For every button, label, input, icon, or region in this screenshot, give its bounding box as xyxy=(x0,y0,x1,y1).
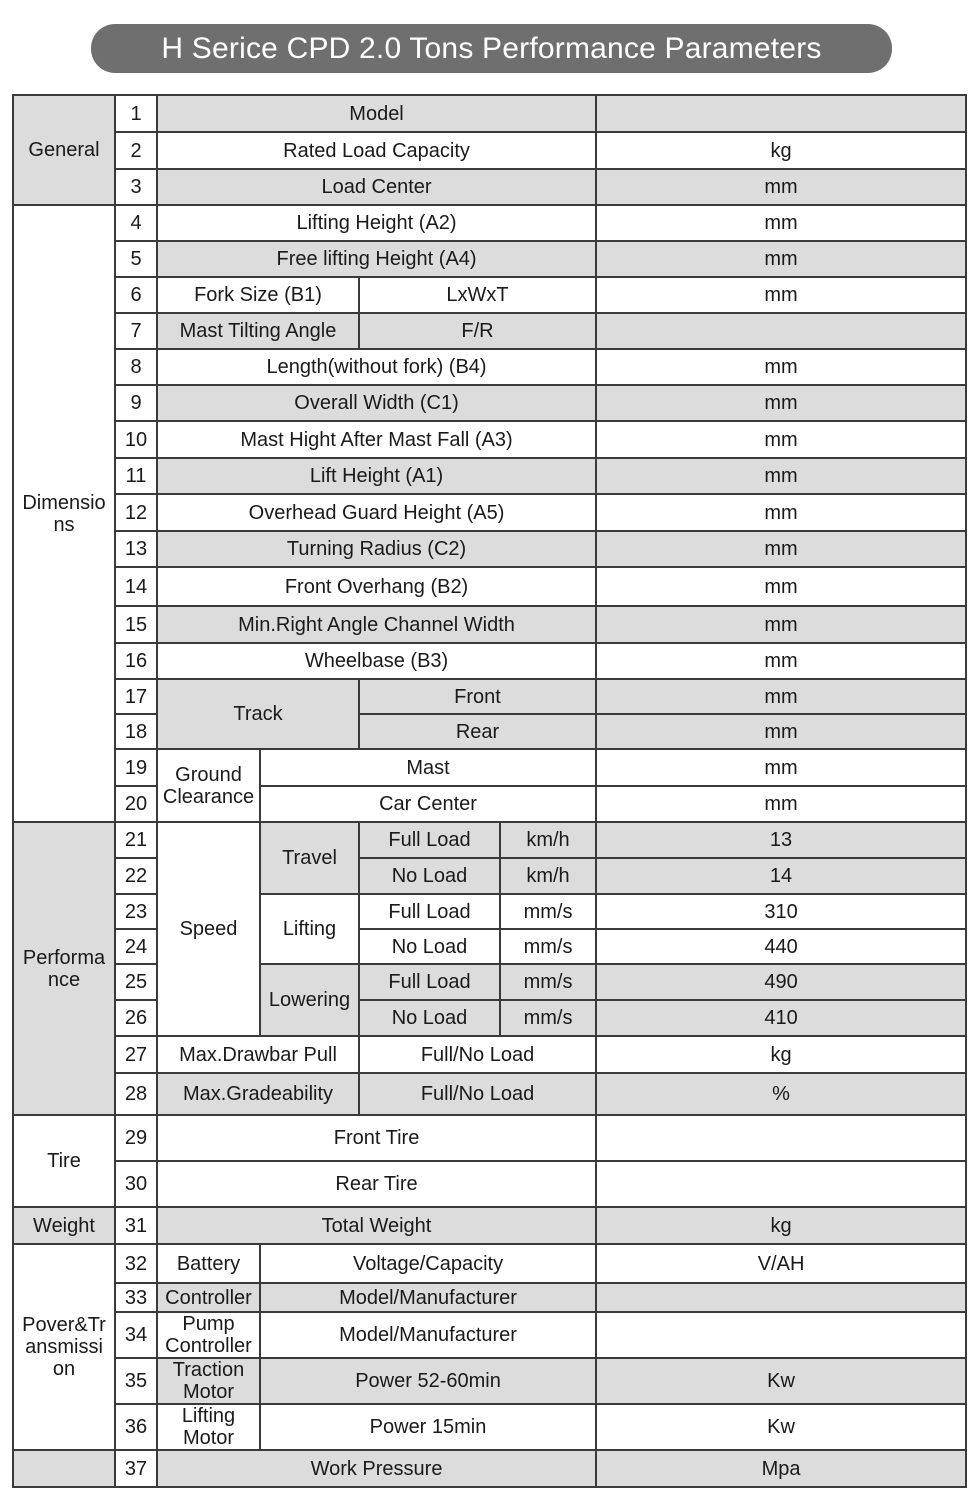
item-label: Lifting Height (A2) xyxy=(157,205,596,241)
item-label: Rear Tire xyxy=(157,1161,596,1207)
table-row xyxy=(13,132,966,169)
table-row xyxy=(13,894,966,929)
row-number: 4 xyxy=(115,205,157,241)
unit-cell: mm/s xyxy=(500,929,596,964)
item-label: Mast Tilting Angle xyxy=(157,313,359,349)
row-number: 22 xyxy=(115,858,157,894)
row-number: 29 xyxy=(115,1115,157,1161)
table-row xyxy=(13,679,966,714)
table-row xyxy=(13,1036,966,1073)
category-power: Pover&Tr ansmissi on xyxy=(13,1244,115,1450)
table-row xyxy=(13,241,966,277)
row-number: 27 xyxy=(115,1036,157,1073)
row-number: 28 xyxy=(115,1073,157,1115)
value-cell: 440 xyxy=(596,929,966,964)
item-label: Work Pressure xyxy=(157,1450,596,1487)
unit-cell: mm xyxy=(596,169,966,205)
unit-cell xyxy=(596,1283,966,1312)
item-label: Lifting Motor xyxy=(157,1404,260,1450)
sub-label: Full Load xyxy=(359,822,500,858)
table-row xyxy=(13,1404,966,1450)
table-row xyxy=(13,169,966,205)
unit-cell: mm/s xyxy=(500,964,596,1000)
item-label: Total Weight xyxy=(157,1207,596,1244)
item-label: Overall Width (C1) xyxy=(157,385,596,421)
unit-cell xyxy=(596,1115,966,1161)
unit-cell: mm xyxy=(596,643,966,679)
sub-label: Model/Manufacturer xyxy=(260,1312,596,1358)
table-row xyxy=(13,1283,966,1312)
value-cell: 410 xyxy=(596,1000,966,1036)
table-row xyxy=(13,349,966,385)
unit-cell: kg xyxy=(596,1207,966,1244)
table-row xyxy=(13,567,966,606)
value-cell: 13 xyxy=(596,822,966,858)
table-row xyxy=(13,1207,966,1244)
row-number: 21 xyxy=(115,822,157,858)
table-row xyxy=(13,786,966,822)
parameters-table xyxy=(12,94,967,1488)
sub-label: Model/Manufacturer xyxy=(260,1283,596,1312)
sub-label: Full Load xyxy=(359,964,500,1000)
unit-cell: mm xyxy=(596,241,966,277)
row-number: 13 xyxy=(115,531,157,567)
row-number: 14 xyxy=(115,567,157,606)
unit-cell xyxy=(596,313,966,349)
sub-label: Full/No Load xyxy=(359,1036,596,1073)
table-row xyxy=(13,714,966,749)
item-label: Load Center xyxy=(157,169,596,205)
table-row xyxy=(13,1115,966,1161)
row-number: 8 xyxy=(115,349,157,385)
sub-label: Voltage/Capacity xyxy=(260,1244,596,1283)
table-row xyxy=(13,531,966,567)
row-number: 15 xyxy=(115,606,157,643)
row-number: 34 xyxy=(115,1312,157,1358)
sub-label: Car Center xyxy=(260,786,596,822)
sub-label: Power 15min xyxy=(260,1404,596,1450)
table-row xyxy=(13,277,966,313)
item-label: Wheelbase (B3) xyxy=(157,643,596,679)
sub-label: Rear xyxy=(359,714,596,749)
unit-cell xyxy=(596,1312,966,1358)
category-tire: Tire xyxy=(13,1115,115,1207)
table-row xyxy=(13,95,966,132)
table-row xyxy=(13,494,966,531)
unit-cell: kg xyxy=(596,1036,966,1073)
unit-cell: mm/s xyxy=(500,1000,596,1036)
row-number: 9 xyxy=(115,385,157,421)
row-number: 26 xyxy=(115,1000,157,1036)
row-number: 33 xyxy=(115,1283,157,1312)
row-number: 11 xyxy=(115,458,157,494)
sub-label: F/R xyxy=(359,313,596,349)
item-label: Model xyxy=(157,95,596,132)
row-number: 35 xyxy=(115,1358,157,1404)
table-row xyxy=(13,822,966,858)
table-row xyxy=(13,643,966,679)
table-row xyxy=(13,313,966,349)
unit-cell: mm xyxy=(596,679,966,714)
item-label: Max.Drawbar Pull xyxy=(157,1036,359,1073)
sub-label: Full/No Load xyxy=(359,1073,596,1115)
category-general: General xyxy=(13,95,115,205)
page-title: H Serice CPD 2.0 Tons Performance Parameters xyxy=(91,24,892,73)
unit-cell: mm xyxy=(596,494,966,531)
table-row xyxy=(13,1358,966,1404)
sub-label: No Load xyxy=(359,1000,500,1036)
item-label: Turning Radius (C2) xyxy=(157,531,596,567)
table-row xyxy=(13,858,966,894)
row-number: 20 xyxy=(115,786,157,822)
unit-cell: km/h xyxy=(500,822,596,858)
item-label: Mast Hight After Mast Fall (A3) xyxy=(157,421,596,458)
value-cell: 490 xyxy=(596,964,966,1000)
unit-cell: Kw xyxy=(596,1404,966,1450)
unit-cell: mm xyxy=(596,458,966,494)
unit-cell: % xyxy=(596,1073,966,1115)
table-row xyxy=(13,421,966,458)
row-number: 3 xyxy=(115,169,157,205)
table-row xyxy=(13,458,966,494)
unit-cell: V/AH xyxy=(596,1244,966,1283)
row-number: 7 xyxy=(115,313,157,349)
row-number: 2 xyxy=(115,132,157,169)
unit-cell: mm xyxy=(596,385,966,421)
item-label: Max.Gradeability xyxy=(157,1073,359,1115)
group-lifting: Lifting xyxy=(260,894,359,964)
unit-cell: mm xyxy=(596,421,966,458)
sub-label: Power 52-60min xyxy=(260,1358,596,1404)
table-row xyxy=(13,964,966,1000)
row-number: 16 xyxy=(115,643,157,679)
unit-cell: mm xyxy=(596,531,966,567)
table-row xyxy=(13,1244,966,1283)
table-row xyxy=(13,1450,966,1487)
row-number: 17 xyxy=(115,679,157,714)
row-number: 30 xyxy=(115,1161,157,1207)
item-label: Pump Controller xyxy=(157,1312,260,1358)
item-label: Front Tire xyxy=(157,1115,596,1161)
item-label: Front Overhang (B2) xyxy=(157,567,596,606)
sub-label: Full Load xyxy=(359,894,500,929)
item-label: Controller xyxy=(157,1283,260,1312)
group-travel: Travel xyxy=(260,822,359,894)
row-number: 32 xyxy=(115,1244,157,1283)
unit-cell: mm xyxy=(596,349,966,385)
table-row xyxy=(13,929,966,964)
item-label: Fork Size (B1) xyxy=(157,277,359,313)
sub-label: Front xyxy=(359,679,596,714)
item-label: Min.Right Angle Channel Width xyxy=(157,606,596,643)
table-row xyxy=(13,606,966,643)
unit-cell: mm xyxy=(596,277,966,313)
row-number: 19 xyxy=(115,749,157,786)
table-row xyxy=(13,1073,966,1115)
sub-label: No Load xyxy=(359,929,500,964)
unit-cell: mm xyxy=(596,567,966,606)
row-number: 10 xyxy=(115,421,157,458)
row-number: 6 xyxy=(115,277,157,313)
group-track: Track xyxy=(157,679,359,749)
item-label: Free lifting Height (A4) xyxy=(157,241,596,277)
item-label: Length(without fork) (B4) xyxy=(157,349,596,385)
row-number: 1 xyxy=(115,95,157,132)
item-label: Rated Load Capacity xyxy=(157,132,596,169)
row-number: 24 xyxy=(115,929,157,964)
table-row xyxy=(13,205,966,241)
table-row xyxy=(13,749,966,786)
unit-cell: km/h xyxy=(500,858,596,894)
table-row xyxy=(13,1312,966,1358)
row-number: 25 xyxy=(115,964,157,1000)
value-cell: 14 xyxy=(596,858,966,894)
sub-label: LxWxT xyxy=(359,277,596,313)
group-speed: Speed xyxy=(157,822,260,1036)
category-blank xyxy=(13,1450,115,1487)
value-cell: 310 xyxy=(596,894,966,929)
row-number: 18 xyxy=(115,714,157,749)
sub-label: Mast xyxy=(260,749,596,786)
unit-cell xyxy=(596,95,966,132)
row-number: 37 xyxy=(115,1450,157,1487)
unit-cell: mm xyxy=(596,749,966,786)
row-number: 31 xyxy=(115,1207,157,1244)
item-label: Traction Motor xyxy=(157,1358,260,1404)
row-number: 12 xyxy=(115,494,157,531)
group-ground-clearance: Ground Clearance xyxy=(157,749,260,822)
unit-cell: mm xyxy=(596,205,966,241)
category-weight: Weight xyxy=(13,1207,115,1244)
row-number: 5 xyxy=(115,241,157,277)
unit-cell: kg xyxy=(596,132,966,169)
table-row xyxy=(13,385,966,421)
unit-cell: Kw xyxy=(596,1358,966,1404)
category-dimensions: Dimensio ns xyxy=(13,205,115,822)
unit-cell: mm xyxy=(596,606,966,643)
category-performance: Performa nce xyxy=(13,822,115,1115)
unit-cell: mm xyxy=(596,786,966,822)
sub-label: No Load xyxy=(359,858,500,894)
item-label: Overhead Guard Height (A5) xyxy=(157,494,596,531)
unit-cell: Mpa xyxy=(596,1450,966,1487)
item-label: Battery xyxy=(157,1244,260,1283)
unit-cell xyxy=(596,1161,966,1207)
unit-cell: mm/s xyxy=(500,894,596,929)
table-row xyxy=(13,1161,966,1207)
unit-cell: mm xyxy=(596,714,966,749)
item-label: Lift Height (A1) xyxy=(157,458,596,494)
table-row xyxy=(13,1000,966,1036)
row-number: 23 xyxy=(115,894,157,929)
group-lowering: Lowering xyxy=(260,964,359,1036)
row-number: 36 xyxy=(115,1404,157,1450)
